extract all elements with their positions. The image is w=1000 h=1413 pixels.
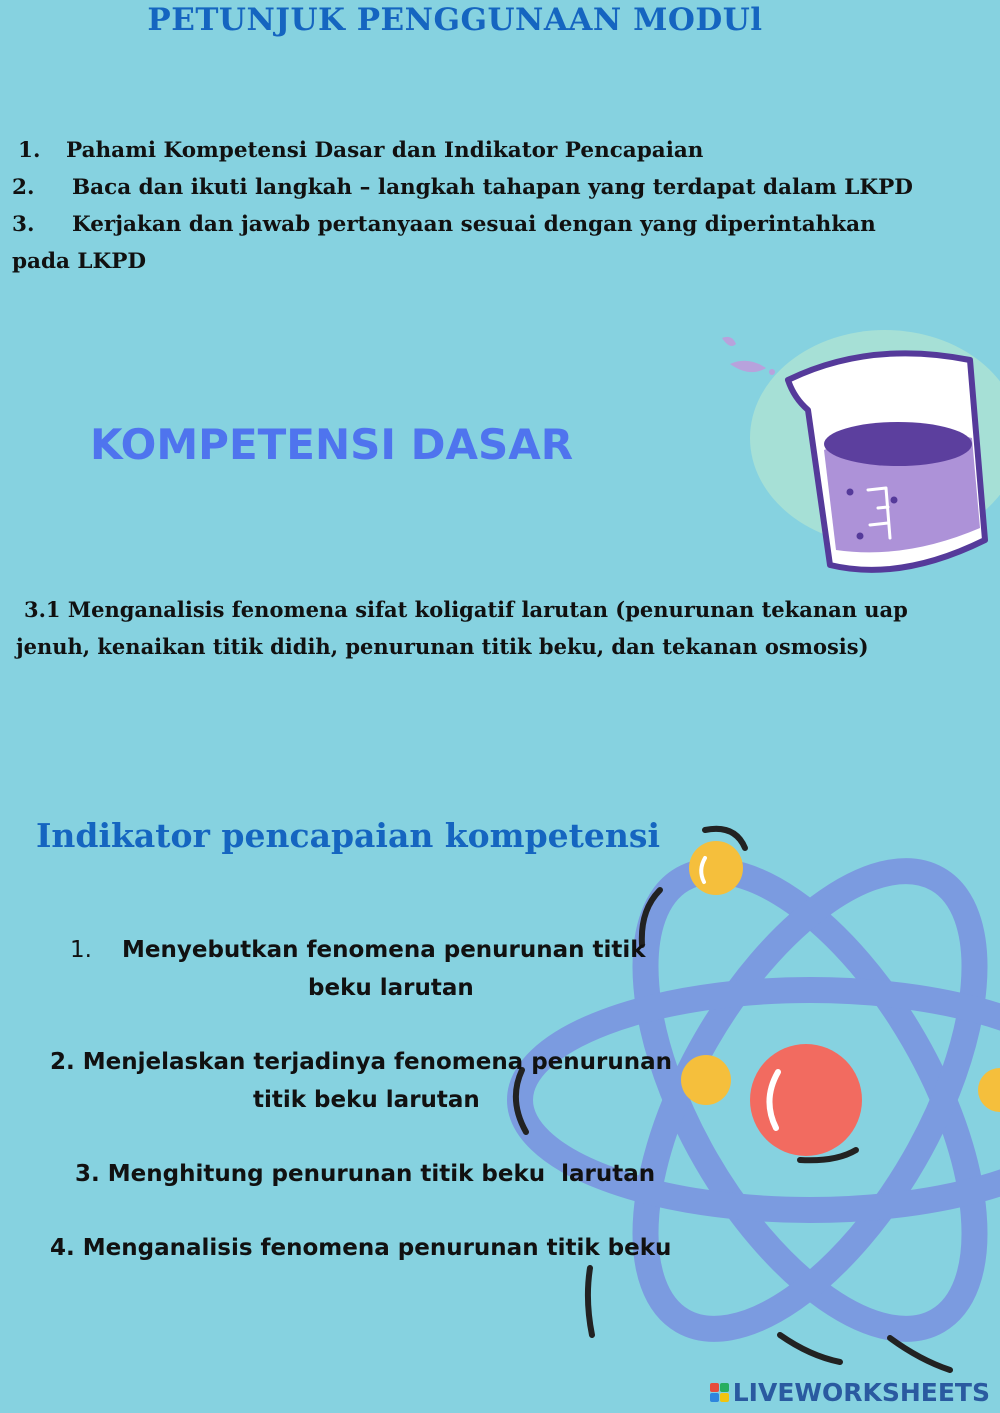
step-item-1 [12,132,997,169]
motion-stroke-4 [588,1268,592,1335]
kompetensi-dasar-text [16,591,1000,665]
beaker-illustration [700,320,1000,590]
step-number: 3. [12,212,35,237]
bubble-1 [847,489,854,496]
motion-stroke-7 [890,1338,950,1370]
indikator-line-1: Menyebutkan fenomena penurunan titik [122,937,646,963]
indikator-line-1: 4. Menganalisis fenomena penurunan titik beku [50,1235,672,1261]
step-text: Baca dan ikuti langkah – langkah tahapan yang terdapat dalam LKPD [72,175,913,200]
bubble-2 [891,497,898,504]
step-text: Pahami Kompetensi Dasar dan Indikator Pencapaian [66,138,704,163]
kompetensi-dasar-title: KOMPETENSI DASAR [90,420,574,469]
indikator-line-1: 2. Menjelaskan terjadinya fenomena penurunan [50,1049,673,1075]
step-number: 2. [12,175,35,200]
beaker-liquid-top [824,422,972,466]
kompetensi-line-2: jenuh, kenaikan titik didih, penurunan titik beku, dan tekanan osmosis) [16,634,869,659]
indikator-number: 1. [70,937,92,963]
splash-drop-3 [769,369,775,375]
electron-1 [689,841,743,895]
logo-badge-icon [710,1383,729,1402]
step-item-2 [12,169,997,206]
liveworksheets-logo[interactable] [710,1378,990,1407]
indikator-item-2 [50,1043,710,1119]
indikator-line-1: 3. Menghitung penurunan titik beku larutan [75,1161,656,1187]
indikator-title: Indikator pencapaian kompetensi [36,816,661,855]
step-number: 1. [18,138,41,163]
step-item-3 [12,206,997,243]
splash-drop-2 [730,361,766,372]
step-text: Kerjakan dan jawab pertanyaan sesuai dengan yang diperintahkan [72,212,876,237]
motion-stroke-6 [780,1335,840,1362]
indikator-item-3 [75,1155,715,1193]
logo-text: LIVEWORKSHEETS [732,1378,990,1407]
indikator-line-2: titik beku larutan [253,1087,480,1113]
kompetensi-line-1: 3.1 Menganalisis fenomena sifat koligatif larutan (penurunan tekanan uap [24,597,908,622]
indikator-line-2: beku larutan [308,975,474,1001]
bubble-3 [857,533,864,540]
page-title: PETUNJUK PENGGUNAAN MODUl [147,2,763,38]
indikator-item-1 [70,931,690,1007]
splash-drop-1 [722,337,736,346]
indikator-item-4 [50,1229,710,1267]
step-item-3-continuation: pada LKPD [12,249,147,274]
electron-3 [978,1068,1000,1112]
instructions-list [12,132,997,280]
